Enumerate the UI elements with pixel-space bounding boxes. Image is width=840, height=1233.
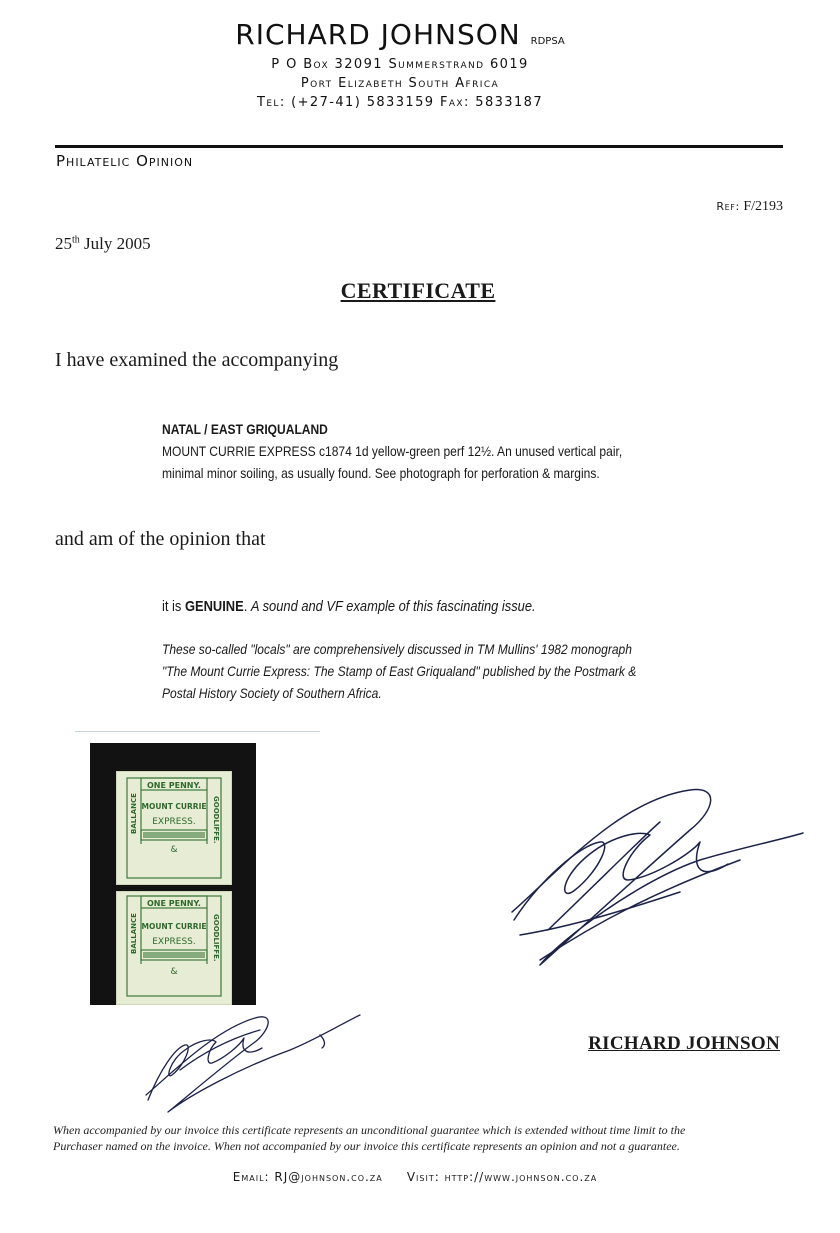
stamp-upper xyxy=(116,771,232,885)
stamp-description-line-2: minimal minor soiling, as usually found. See photograph for perforation & margins. xyxy=(162,465,600,481)
svg-text:EXPRESS.: EXPRESS. xyxy=(152,817,196,827)
fax-label: Fax: xyxy=(439,95,470,110)
reference xyxy=(716,199,783,215)
visit-label: Visit: xyxy=(406,1170,440,1184)
svg-text:MOUNT CURRIE: MOUNT CURRIE xyxy=(141,802,207,811)
certificate-title: CERTIFICATE xyxy=(340,278,496,303)
ref-value: F/2193 xyxy=(743,199,783,214)
opinion-intro: and am of the opinion that xyxy=(55,528,266,550)
small-signature xyxy=(146,1015,360,1112)
svg-text:&: & xyxy=(170,967,178,977)
ref-label: Ref: xyxy=(716,200,740,213)
note-line-3: Postal History Society of Southern Africa. xyxy=(162,685,382,701)
stamp-lower xyxy=(116,891,232,1005)
svg-text:GOODLIFFE.: GOODLIFFE. xyxy=(212,914,220,962)
svg-text:&: & xyxy=(170,845,178,855)
verdict-status: GENUINE xyxy=(184,598,244,615)
footer-terms-line-2: Purchaser named on the invoice. When not accompanied by our invoice this certificate represents an opinion and not a guarantee. xyxy=(53,1139,680,1153)
svg-text:BALLANCE: BALLANCE xyxy=(130,793,138,834)
verdict: it is GENUINE. A sound and VF example of this fascinating issue. xyxy=(162,598,536,615)
footer-terms-line-1: When accompanied by our invoice this certificate represents an unconditional guarantee which is extended without time limit to the xyxy=(53,1123,686,1137)
letterhead-name: RICHARD JOHNSON RDPSA xyxy=(235,18,565,51)
svg-text:GOODLIFFE.: GOODLIFFE. xyxy=(212,796,220,844)
tel-number: (+27-41) 5833159 xyxy=(291,95,435,110)
phone-line xyxy=(0,95,800,110)
svg-text:ONE PENNY.: ONE PENNY. xyxy=(147,781,201,790)
main-signature xyxy=(512,790,803,965)
verdict-remark: A sound and VF example of this fascinating issue. xyxy=(250,598,536,615)
header-divider xyxy=(55,145,783,148)
note-line-1: These so-called "locals" are comprehensively discussed in TM Mullins' 1982 monograph xyxy=(162,641,632,657)
svg-text:MOUNT CURRIE: MOUNT CURRIE xyxy=(141,922,207,931)
stamp-description-line-1: MOUNT CURRIE EXPRESS c1874 1d yellow-green perf 12½. An unused vertical pair, xyxy=(162,443,623,459)
section-label: Philatelic Opinion xyxy=(56,152,194,170)
svg-text:EXPRESS.: EXPRESS. xyxy=(152,937,196,947)
contact-line xyxy=(0,1170,830,1184)
address-line-1: P O Box 32091 Summerstrand 6019 xyxy=(271,57,529,72)
signatory-name: RICHARD JOHNSON xyxy=(588,1033,780,1054)
svg-text:BALLANCE: BALLANCE xyxy=(130,913,138,954)
stamp-heading: NATAL / EAST GRIQUALAND xyxy=(162,421,328,437)
perforation-row xyxy=(112,885,234,888)
stamp-photograph xyxy=(90,743,256,1005)
certificate-date: 25th July 2005 xyxy=(55,234,151,253)
photo-guide-line xyxy=(75,731,320,732)
email-label: Email: xyxy=(232,1170,270,1184)
postnominal: RDPSA xyxy=(530,36,565,47)
svg-text:ONE PENNY.: ONE PENNY. xyxy=(147,899,201,908)
email-link[interactable]: RJ@johnson.co.za xyxy=(274,1170,383,1184)
tel-label: Tel: xyxy=(257,95,286,110)
website-link[interactable]: http://www.johnson.co.za xyxy=(444,1170,598,1184)
intro-text: I have examined the accompanying xyxy=(55,349,339,371)
note-line-2: "The Mount Currie Express: The Stamp of East Griqualand" published by the Postmark & xyxy=(162,663,637,679)
fax-number: 5833187 xyxy=(475,95,543,110)
address-line-2: Port Elizabeth South Africa xyxy=(300,76,500,91)
